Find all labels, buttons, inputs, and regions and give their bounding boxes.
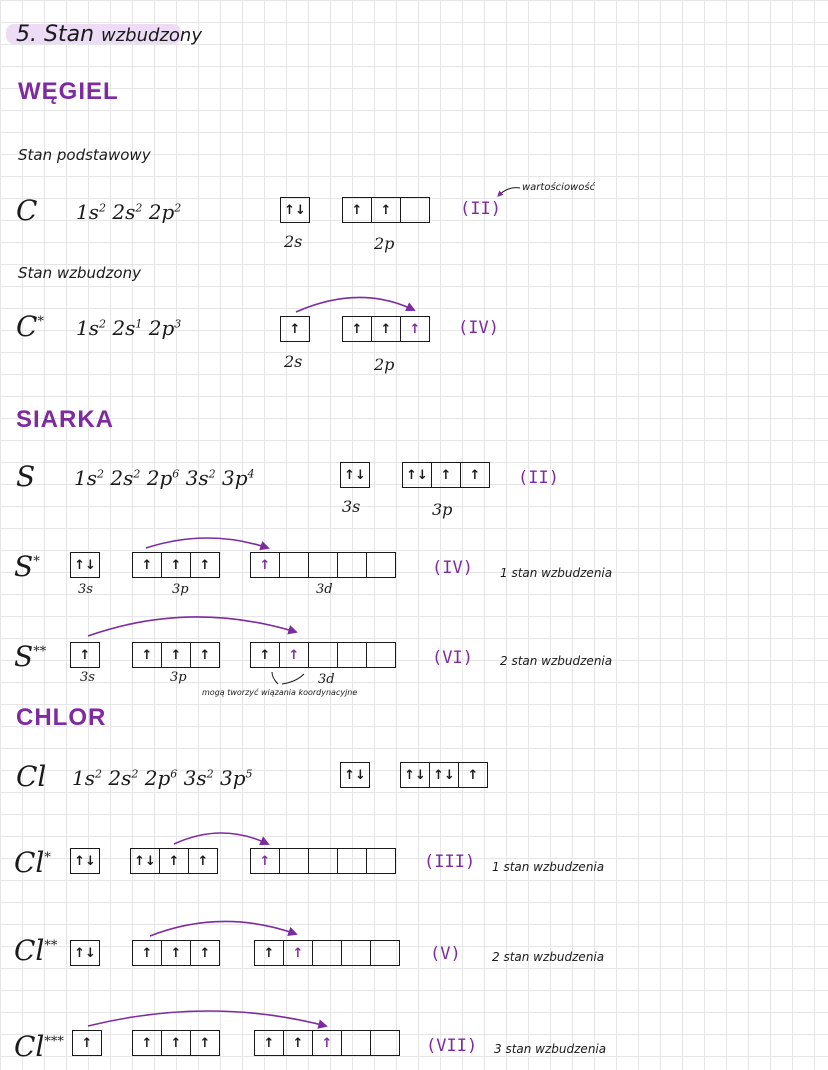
orbital-cell: ↑ <box>199 557 211 573</box>
chlor-ex3-desc: 3 stan wzbudzenia <box>494 1042 607 1056</box>
orbital-cell: ↑ <box>280 643 309 667</box>
chlor-ex1-symbol: Cl* <box>14 846 51 879</box>
orbital-cell: ↑ <box>199 945 211 961</box>
orbital-cell: ↑ <box>284 941 313 965</box>
siarka-ground-config: $1s^2$ $2s^2$ $2p^6$ $3s^2$ $3p^4$ <box>74 466 255 490</box>
orbital-cell: ↑ <box>133 1031 162 1055</box>
orbital-cell: ↑ <box>467 767 479 783</box>
orbital-cell: ↑ <box>289 321 301 337</box>
siarka-ex1-orb-p: 3p <box>172 582 189 597</box>
siarka-ground-orb-p: 3p <box>432 500 453 519</box>
siarka-ground-valence: (II) <box>518 468 559 488</box>
orbital-cell: ↑ <box>409 321 421 337</box>
chlor-ex1-valence: (III) <box>424 852 476 872</box>
wegiel-ground-orb-s: 2s <box>284 232 303 251</box>
orbital-cell: ↑ <box>199 647 211 663</box>
siarka-ex2-orb-s: 3s <box>80 670 95 685</box>
arrow-siarka-2 <box>88 617 296 636</box>
siarka-ex2-note: mogą tworzyć wiązania koordynacyjne <box>202 688 358 697</box>
siarka-ex2-valence: (VI) <box>432 648 473 668</box>
siarka-ex1-symbol: S* <box>14 550 40 583</box>
orbital-cell: ↑ <box>160 849 189 873</box>
heading-siarka: SIARKA <box>16 406 115 433</box>
orbital-cell: ↑ <box>133 941 162 965</box>
chlor-ground-symbol: Cl <box>16 760 47 793</box>
siarka-ex2-desc: 2 stan wzbudzenia <box>500 654 613 668</box>
orbital-cell: ↑ <box>372 317 401 341</box>
wegiel-ground-orb-p: 2p <box>374 234 395 253</box>
siarka-ex1-orb-d: 3d <box>316 582 333 597</box>
orbital-cell: ↑↓ <box>403 463 432 487</box>
title-sub: wzbudzony <box>101 25 202 46</box>
siarka-ex2-orb-d: 3d <box>318 672 335 687</box>
title-number: 5. <box>16 22 37 47</box>
orbital-cell: ↑ <box>197 853 209 869</box>
orbital-cell: ↑ <box>81 1035 93 1051</box>
orbital-cell: ↑↓ <box>430 763 459 787</box>
title-main: Stan <box>44 22 95 47</box>
orbital-cell: ↑ <box>469 467 481 483</box>
arrow-chlor-1 <box>174 833 268 844</box>
arrow-chlor-2 <box>150 921 296 936</box>
chlor-ex2-valence: (V) <box>430 944 461 964</box>
chlor-ex2-desc: 2 stan wzbudzenia <box>492 950 605 964</box>
arrow-siarka-1 <box>146 538 268 548</box>
orbital-cell: ↑ <box>343 317 372 341</box>
orbital-cell: ↑↓ <box>344 767 366 783</box>
wegiel-excited-orb-s: 2s <box>284 352 303 371</box>
orbital-cell: ↑↓ <box>401 763 430 787</box>
siarka-ex1-valence: (IV) <box>432 558 473 578</box>
siarka-ex2-symbol: S** <box>14 640 47 673</box>
siarka-ex2-orb-p: 3p <box>170 670 187 685</box>
orbital-cell: ↑↓ <box>74 945 96 961</box>
orbital-cell: ↑ <box>162 941 191 965</box>
chlor-ex2-symbol: Cl** <box>14 934 58 967</box>
arrow-siarka-note-2 <box>282 674 304 684</box>
heading-wegiel: WĘGIEL <box>18 78 119 105</box>
arrow-siarka-note-1 <box>272 672 278 684</box>
wegiel-excited-symbol: C* <box>16 310 44 343</box>
chlor-ex1-desc: 1 stan wzbudzenia <box>492 860 605 874</box>
orbital-cell: ↑↓ <box>74 853 96 869</box>
wegiel-ground-config: $1s^2$ $2s^2$ $2p^2$ <box>76 200 182 224</box>
arrow-valence-note <box>498 188 520 196</box>
orbital-cell: ↑ <box>162 643 191 667</box>
arrow-chlor-3 <box>88 1011 326 1026</box>
wegiel-excited-valence: (IV) <box>458 318 499 338</box>
orbital-cell: ↑ <box>255 1031 284 1055</box>
orbital-cell: ↑ <box>199 1035 211 1051</box>
siarka-ground-symbol: S <box>16 460 36 493</box>
chlor-ground-config: $1s^2$ $2s^2$ $2p^6$ $3s^2$ $3p^5$ <box>72 766 253 790</box>
orbital-cell: ↑ <box>343 198 372 222</box>
siarka-ex1-orb-s: 3s <box>78 582 93 597</box>
orbital-cell: ↑ <box>251 553 280 577</box>
orbital-cell: ↑↓ <box>74 557 96 573</box>
orbital-cell: ↑ <box>255 941 284 965</box>
heading-chlor: CHLOR <box>16 704 107 731</box>
wegiel-excited-orb-p: 2p <box>374 355 395 374</box>
wegiel-ground-symbol: C <box>16 194 38 227</box>
orbital-cell: ↑ <box>313 1031 342 1055</box>
wegiel-excited-config: $1s^2$ $2s^1$ $2p^3$ <box>76 316 182 340</box>
orbital-cell: ↑↓ <box>284 202 306 218</box>
orbital-cell: ↑↓ <box>131 849 160 873</box>
orbital-cell: ↑ <box>432 463 461 487</box>
orbital-cell: ↑ <box>162 1031 191 1055</box>
valence-note: wartościowość <box>522 182 596 193</box>
wegiel-excited-label: Stan wzbudzony <box>18 264 141 282</box>
arrow-wegiel <box>296 297 414 312</box>
siarka-ground-orb-s: 3s <box>342 497 361 516</box>
orbital-cell: ↑ <box>162 553 191 577</box>
wegiel-ground-valence: (II) <box>460 199 501 219</box>
orbital-cell: ↑ <box>79 647 91 663</box>
siarka-ex1-desc: 1 stan wzbudzenia <box>500 566 613 580</box>
wegiel-ground-label: Stan podstawowy <box>18 146 151 164</box>
chlor-ex3-valence: (VII) <box>426 1036 478 1056</box>
orbital-cell: ↑ <box>284 1031 313 1055</box>
orbital-cell: ↑↓ <box>344 467 366 483</box>
orbital-cell: ↑ <box>133 553 162 577</box>
chlor-ex3-symbol: Cl*** <box>14 1030 64 1063</box>
orbital-cell: ↑ <box>251 643 280 667</box>
orbital-cell: ↑ <box>372 198 401 222</box>
orbital-cell: ↑ <box>251 849 280 873</box>
orbital-cell: ↑ <box>133 643 162 667</box>
